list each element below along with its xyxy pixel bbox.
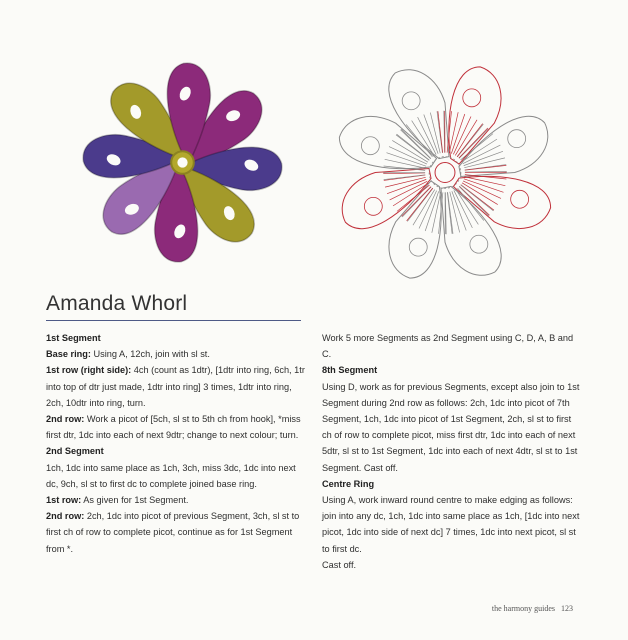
chart-segment: [414, 60, 521, 167]
instruction-paragraph: [322, 492, 582, 557]
instruction-paragraph: [322, 379, 582, 476]
crochet-motif-photo: [80, 60, 285, 265]
instruction-text: Cast off.: [322, 559, 357, 570]
instruction-text: Using A, 12ch, join with sl st.: [90, 349, 210, 360]
instruction-paragraph: [322, 557, 582, 573]
instruction-text: Work 5 more Segments as 2nd Segment using C, D, A, B and C.: [322, 333, 574, 360]
title-rule: [46, 320, 301, 321]
section-heading: 1st Segment: [46, 333, 101, 343]
chart-segment: [389, 70, 449, 160]
chart-segment: [342, 169, 432, 229]
instruction-paragraph: [46, 508, 306, 557]
instruction-lead: 1st row (right side):: [46, 365, 132, 376]
instruction-paragraph: [322, 330, 582, 362]
instruction-text: 4ch (count as 1dtr), [1dtr into ring, 6ch, 1tr into top of dtr just made, 1dtr into ring] 3 times, 1dtr into ring, 2ch, 10dtr into ring, turn.: [46, 365, 305, 408]
instruction-paragraph: [46, 492, 306, 508]
instruction-text: Using A, work inward round centre to make edging as follows: join into any dc, 1ch, 1dc into same place as 1ch, [1dc into next picot, 1dc into side of next dc] 7 times, 1dc into next picot, sl st to first dc.: [322, 495, 580, 554]
chart-segment: [441, 185, 501, 275]
page-number: 123: [561, 604, 573, 613]
instruction-lead: 2nd row:: [46, 511, 85, 522]
instruction-lead: 2nd row:: [46, 414, 85, 425]
instruction-paragraph: [46, 362, 306, 411]
instruction-text: Using D, work as for previous Segments, except also join to 1st Segment during 2nd row as follows: 2ch, 1dc into picot of 7th Segment, 1ch, 1dc into picot of 1st Segment, 2ch, sl st to first ch of row to complete picot, miss first dtr, 1dc into each of next 5dtr, sl st to 1st Segment, 1dc into each of next 4dtr, sl st to 1st Segment. Cast off.: [322, 381, 580, 473]
chart-segment: [333, 97, 440, 204]
book-title: the harmony guides: [491, 604, 555, 613]
page-footer: [492, 604, 573, 613]
section-heading: 8th Segment: [322, 365, 378, 376]
crochet-symbol-chart: [330, 55, 560, 290]
instructions-left-column: [46, 330, 306, 557]
chart-segment: [369, 178, 476, 285]
instruction-lead: Base ring:: [46, 349, 91, 360]
instruction-lead: 1st row:: [46, 495, 82, 506]
instruction-paragraph: [46, 411, 306, 443]
instruction-text: Work a picot of [5ch, sl st to 5th ch from hook], *miss first dtr, 1dc into each of next 9dtr; change to next colour; turn.: [46, 414, 301, 441]
instruction-text: 2ch, 1dc into picot of previous Segment, 3ch, sl st to first ch of row to complete picot, continue as for 1st Segment from *.: [46, 511, 300, 554]
instruction-text: As given for 1st Segment.: [81, 495, 189, 506]
instruction-paragraph: [46, 346, 306, 362]
chart-segment: [451, 141, 558, 248]
instructions-right-column: [322, 330, 582, 573]
instruction-paragraph: [46, 460, 306, 492]
section-heading: 2nd Segment: [46, 446, 104, 457]
section-heading: Centre Ring: [322, 478, 375, 489]
pattern-title: Amanda Whorl: [46, 292, 188, 315]
chart-segment: [457, 116, 547, 176]
instruction-text: 1ch, 1dc into same place as 1ch, 3ch, miss 3dc, 1dc into next dc, 9ch, sl st to first dc to complete joined base ring.: [46, 462, 296, 489]
